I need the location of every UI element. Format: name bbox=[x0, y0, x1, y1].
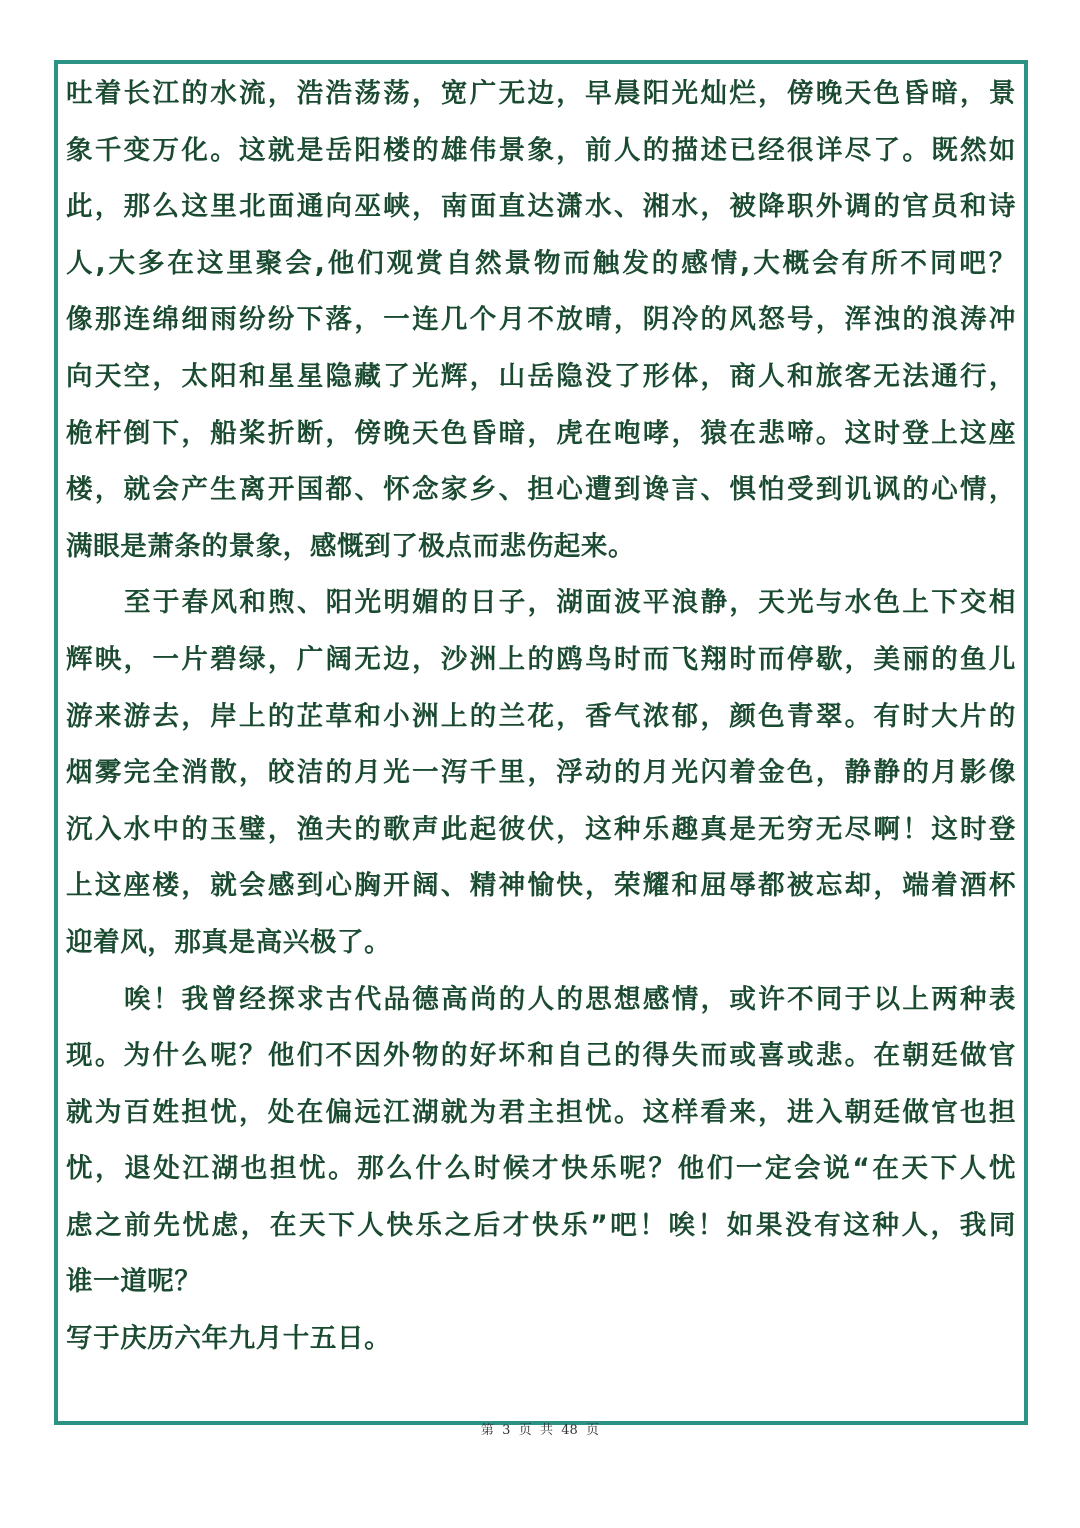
text-line: 桅杆倒下，船桨折断，傍晚天色昏暗，虎在咆哮，猿在悲啼。这时登上这座 bbox=[66, 417, 1016, 449]
text-line: 辉映，一片碧绿，广阔无边，沙洲上的鸥鸟时而飞翔时而停歇，美丽的鱼儿 bbox=[66, 643, 1016, 675]
text-line: 上这座楼，就会感到心胸开阔、精神愉快，荣耀和屈辱都被忘却，端着酒杯 bbox=[66, 870, 1016, 902]
paragraph-first-line: 至于春风和煦、阳光明媚的日子，湖面波平浪静，天光与水色上下交相 bbox=[124, 587, 1016, 619]
text-line: 游来游去，岸上的芷草和小洲上的兰花，香气浓郁，颜色青翠。有时大片的 bbox=[66, 700, 1016, 732]
text-line: 象千变万化。这就是岳阳楼的雄伟景象，前人的描述已经很详尽了。既然如 bbox=[66, 134, 1016, 166]
text-line: 现。为什么呢？他们不因外物的好坏和自己的得失而或喜或悲。在朝廷做官 bbox=[66, 1040, 1016, 1072]
text-line: 烟雾完全消散，皎洁的月光一泻千里，浮动的月光闪着金色，静静的月影像 bbox=[66, 757, 1016, 789]
text-line: 向天空，太阳和星星隐藏了光辉，山岳隐没了形体，商人和旅客无法通行， bbox=[66, 360, 1016, 392]
text-line: 沉入水中的玉璧，渔夫的歌声此起彼伏，这种乐趣真是无穷无尽啊！这时登 bbox=[66, 813, 1016, 845]
document-body bbox=[66, 66, 1016, 1368]
paragraph-first-line: 唉！我曾经探求古代品德高尚的人的思想感情，或许不同于以上两种表 bbox=[124, 983, 1016, 1015]
text-line: 人,大多在这里聚会,他们观赏自然景物而触发的感情,大概会有所不同吧？ bbox=[66, 247, 1016, 279]
text-line: 谁一道呢？ bbox=[66, 1266, 202, 1298]
text-line: 楼，就会产生离开国都、怀念家乡、担心遭到谗言、惧怕受到讥讽的心情， bbox=[66, 474, 1016, 506]
text-line: 满眼是萧条的景象，感慨到了极点而悲伤起来。 bbox=[66, 530, 636, 562]
text-line: 吐着长江的水流，浩浩荡荡，宽广无边，早晨阳光灿烂，傍晚天色昏暗，景 bbox=[66, 78, 1016, 109]
text-line: 此，那么这里北面通向巫峡，南面直达潇水、湘水，被降职外调的官员和诗 bbox=[66, 191, 1016, 223]
text-line: 迎着风，那真是高兴极了。 bbox=[66, 926, 392, 958]
text-line: 就为百姓担忧，处在偏远江湖就为君主担忧。这样看来，进入朝廷做官也担 bbox=[66, 1096, 1016, 1128]
text-line: 像那连绵细雨纷纷下落，一连几个月不放晴，阴冷的风怒号，浑浊的浪涛冲 bbox=[66, 304, 1016, 336]
page-number-footer: 第 3 页 共 48 页 bbox=[480, 1423, 600, 1438]
date-line: 写于庆历六年九月十五日。 bbox=[66, 1323, 392, 1355]
text-line: 忧，退处江湖也担忧。那么什么时候才快乐呢？他们一定会说“在天下人忧 bbox=[66, 1153, 1016, 1185]
text-line: 虑之前先忧虑，在天下人快乐之后才快乐”吧！唉！如果没有这种人，我同 bbox=[66, 1209, 1016, 1241]
